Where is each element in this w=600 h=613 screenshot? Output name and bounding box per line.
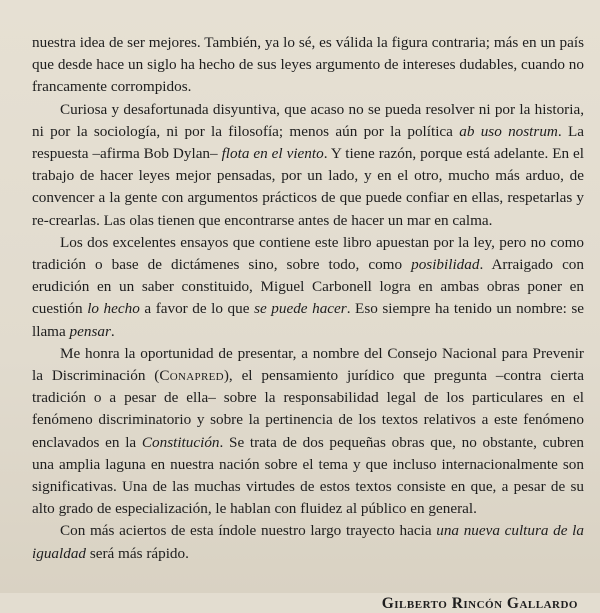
text-run: . Se trata de dos pequeñas obras que, no obstante, cubren una amplia laguna en nuestra nación sobre el tema y que incluso internacionalmente son significativas. Una de las muchas virtudes de estos textos consiste en que, a pesar de su alto grado de especialización, le hablan con fluidez al público en general. — [32, 433, 584, 518]
signature: Gilberto Rincón Gallardo — [381, 594, 578, 612]
text-run: Me honra la oportunidad de presentar, a nombre del Consejo Nacional para Prevenir la Discriminación ( — [32, 344, 584, 385]
text-run: Curiosa y desafortunada disyuntiva, que acaso no se pueda resolver ni por la historia, ni por la sociología, ni por la filosofía; menos aún por la política — [32, 100, 584, 140]
small-caps-text: Conapred — [159, 367, 224, 385]
paragraph — [32, 343, 584, 521]
italic-text: posibilidad — [411, 256, 480, 274]
italic-text: lo hecho — [87, 300, 140, 318]
italic-text: flota en el viento — [221, 145, 324, 163]
text-run: nuestra idea de ser mejores. También, ya lo sé, es válida la figura contraria; más en un país que desde hace un siglo ha hecho de sus leyes argumento de intereses dudables, cuando no francamente corrompidos. — [32, 34, 584, 96]
paragraph — [32, 232, 584, 343]
text-run: ), el pensamiento jurídico que pregunta –contra cierta tradición o a pesar de ella– sobre la responsabilidad legal de los particulares en el fenómeno discriminatorio y sobre la pertinencia de los textos relativos a este fenómeno enclavados en la — [32, 367, 584, 451]
text-run: Los dos excelentes ensayos que contiene este libro apuestan por la ley, pero no como tradición o base de dictámenes sino, sobre todo, como — [32, 233, 584, 274]
paragraph — [32, 32, 584, 99]
paragraph — [32, 99, 584, 232]
italic-text: se puede hacer — [254, 300, 347, 318]
italic-text: pensar — [69, 322, 111, 340]
italic-text: una nueva cultura de la igualdad — [32, 522, 584, 562]
text-run: . Arraigado con erudición en un saber constituido, Miguel Carbonell logra en ambas obras poner en cuestión — [32, 256, 584, 318]
text-run: . Eso siempre ha tenido un nombre: se llama — [32, 300, 585, 340]
paragraph — [32, 520, 584, 564]
text-run: . La respuesta –afirma Bob Dylan– — [32, 122, 584, 163]
text-run: . Y tiene razón, porque está adelante. En el trabajo de hacer leyes mejor pensadas, por un lado, y en el otro, mucho más arduo, de convencer a la gente con argumentos prácticos de que puede confiar en ellas, respetarlas y re-crearlas. Las olas tienen que encontrarse antes de hacer un mar en calma. — [32, 145, 584, 229]
italic-text: Constitución — [141, 433, 220, 451]
body-text — [32, 32, 584, 565]
text-run: a favor de lo que — [139, 300, 255, 318]
italic-text: ab uso nostrum — [459, 122, 558, 140]
text-run: Con más aciertos de esta índole nuestro largo trayecto hacia — [60, 522, 437, 540]
text-run: . — [110, 322, 115, 340]
text-run: será más rápido. — [86, 544, 189, 562]
